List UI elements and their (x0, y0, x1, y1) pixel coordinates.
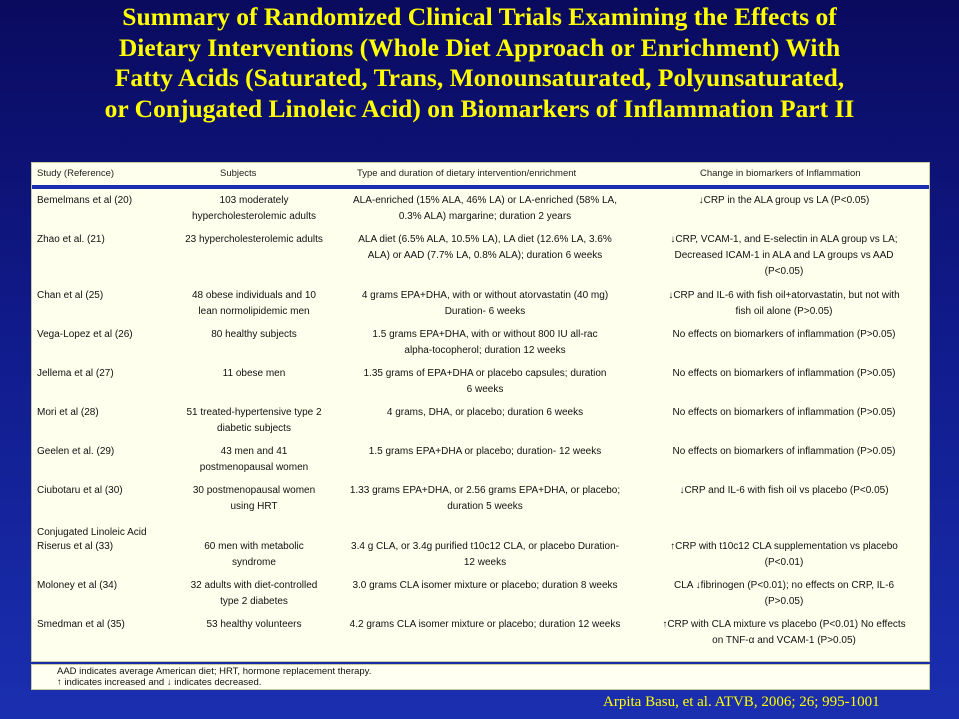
cell-subjects (169, 232, 339, 248)
cell-change (644, 617, 924, 649)
cell-line: Bemelmans et al (20) (37, 195, 133, 206)
header-study: Study (Reference) (37, 168, 115, 179)
cell-line: CLA ↓fibrinogen (P<0.01); no effects on CRP, IL-6 (673, 580, 895, 591)
cell-line: diabetic subjects (217, 423, 291, 434)
cell-line: 11 obese men (222, 368, 286, 379)
header-subjects: Subjects (220, 168, 257, 179)
cell-line: using HRT (230, 501, 278, 512)
cell-line: (P>0.05) (764, 596, 804, 607)
cell-line: 4.2 grams CLA isomer mixture or placebo; duration 12 weeks (349, 619, 621, 630)
cell-line: Decreased ICAM-1 in ALA and LA groups vs AAD (674, 250, 894, 261)
footnote-line: AAD indicates average American diet; HRT, hormone replacement therapy. (57, 666, 372, 677)
cell-line: No effects on biomarkers of inflammation (P>0.05) (672, 446, 896, 457)
cell-line: type 2 diabetes (220, 596, 288, 607)
cell-line: 30 postmenopausal women (192, 485, 316, 496)
cell-line: Riserus et al (33) (37, 541, 114, 552)
cell-line: Geelen et al. (29) (37, 446, 115, 457)
cell-study (37, 483, 167, 499)
cell-line: ↑CRP with CLA mixture vs placebo (P<0.01) No effects (662, 619, 906, 630)
cell-line: 43 men and 41 (220, 446, 288, 457)
cell-change (644, 483, 924, 499)
cell-subjects (169, 617, 339, 633)
citation: Arpita Basu, et al. ATVB, 2006; 26; 995-1001 (603, 694, 880, 710)
cell-subjects (169, 444, 339, 476)
cell-line: ↑CRP with t10c12 CLA supplementation vs placebo (670, 541, 898, 552)
cell-intervention (330, 539, 640, 571)
cell-line: ALA diet (6.5% ALA, 10.5% LA), LA diet (12.6% LA, 3.6% (358, 234, 612, 245)
cell-line: Chan et al (25) (37, 290, 104, 301)
cell-line: syndrome (232, 557, 276, 568)
cell-subjects (169, 366, 339, 382)
cell-intervention (330, 405, 640, 421)
cell-line: (P<0.05) (764, 266, 804, 277)
cell-line: No effects on biomarkers of inflammation (P>0.05) (672, 329, 896, 340)
header-change: Change in biomarkers of Inflammation (700, 168, 861, 179)
cell-intervention (330, 617, 640, 633)
cell-study (37, 232, 167, 248)
cell-intervention (330, 193, 640, 225)
cell-change (644, 366, 924, 382)
cell-line: 0.3% ALA) margarine; duration 2 years (398, 211, 572, 222)
cell-study (37, 193, 167, 209)
cell-line: ↓CRP, VCAM-1, and E-selectin in ALA group vs LA; (670, 234, 898, 245)
cell-line: 23 hypercholesterolemic adults (185, 234, 323, 245)
slide-title (0, 2, 959, 124)
cell-line: 1.33 grams EPA+DHA, or 2.56 grams EPA+DHA, or placebo; (349, 485, 621, 496)
cell-line: 12 weeks (463, 557, 507, 568)
footnote-line: ↑ indicates increased and ↓ indicates decreased. (57, 677, 262, 688)
cell-line: 4 grams EPA+DHA, with or without atorvastatin (40 mg) (361, 290, 609, 301)
cell-line: 3.0 grams CLA isomer mixture or placebo; duration 8 weeks (352, 580, 618, 591)
cell-line: Ciubotaru et al (30) (37, 485, 123, 496)
cell-line: 6 weeks (466, 384, 504, 395)
cell-study (37, 617, 167, 633)
cell-line: 51 treated-hypertensive type 2 (186, 407, 322, 418)
cell-change (644, 193, 924, 209)
cell-subjects (169, 327, 339, 343)
title-line: Dietary Interventions (Whole Diet Approach or Enrichment) With (118, 32, 841, 62)
cell-line: ↓CRP in the ALA group vs LA (P<0.05) (698, 195, 870, 206)
table-body (32, 189, 929, 661)
cell-study (37, 578, 167, 594)
cell-line: 32 adults with diet-controlled (190, 580, 318, 591)
cell-line: No effects on biomarkers of inflammation (P>0.05) (672, 368, 896, 379)
cell-study (37, 366, 167, 382)
cell-line: on TNF-α and VCAM-1 (P>0.05) (712, 635, 856, 646)
cell-line: 53 healthy volunteers (206, 619, 302, 630)
cell-change (644, 539, 924, 571)
cell-line: Duration- 6 weeks (444, 306, 526, 317)
title-line: Fatty Acids (Saturated, Trans, Monounsaturated, Polyunsaturated, (114, 63, 845, 92)
cell-line: ALA-enriched (15% ALA, 46% LA) or LA-enriched (58% LA, (352, 195, 618, 206)
title-line: or Conjugated Linoleic Acid) on Biomarkers of Inflammation Part II (104, 93, 855, 123)
title-line: Summary of Randomized Clinical Trials Examining the Effects of (122, 2, 837, 31)
cell-line: Mori et al (28) (37, 407, 99, 418)
cell-line: Jellema et al (27) (37, 368, 114, 379)
cell-line: 80 healthy subjects (211, 329, 297, 340)
cell-study (37, 444, 167, 460)
cell-line: alpha-tocopherol; duration 12 weeks (404, 345, 566, 356)
cell-subjects (169, 288, 339, 320)
cell-line: hypercholesterolemic adults (192, 211, 316, 222)
cell-study (37, 327, 167, 343)
cell-intervention (330, 483, 640, 515)
cell-subjects (169, 193, 339, 225)
cell-line: lean normolipidemic men (198, 306, 310, 317)
cell-line: (P<0.01) (764, 557, 804, 568)
cell-intervention (330, 288, 640, 320)
trials-table (31, 162, 930, 662)
cell-line: ALA) or AAD (7.7% LA, 0.8% ALA); duration 6 weeks (367, 250, 603, 261)
cell-subjects (169, 483, 339, 515)
cell-change (644, 327, 924, 343)
cell-change (644, 405, 924, 421)
cell-intervention (330, 444, 640, 460)
cell-line: 3.4 g CLA, or 3.4g purified t10c12 CLA, or placebo Duration- (351, 541, 619, 552)
cell-line: postmenopausal women (199, 462, 309, 473)
cell-change (644, 288, 924, 320)
header-intervention: Type and duration of dietary intervention/enrichment (357, 168, 577, 179)
cell-line: 60 men with metabolic (204, 541, 304, 552)
cell-change (644, 578, 924, 610)
cell-line: 4 grams, DHA, or placebo; duration 6 weeks (386, 407, 584, 418)
cell-line: Moloney et al (34) (37, 580, 118, 591)
cell-line: fish oil alone (P>0.05) (735, 306, 833, 317)
cell-subjects (169, 539, 339, 571)
cell-intervention (330, 232, 640, 264)
cell-line: 1.5 grams EPA+DHA or placebo; duration- 12 weeks (368, 446, 602, 457)
cell-line: Zhao et al. (21) (37, 234, 105, 245)
cell-subjects (169, 405, 339, 437)
cell-study (37, 405, 167, 421)
cell-intervention (330, 366, 640, 398)
cell-line: No effects on biomarkers of inflammation (P>0.05) (672, 407, 896, 418)
cell-line: 1.35 grams of EPA+DHA or placebo capsules; duration (363, 368, 607, 379)
table-header (32, 163, 929, 189)
cell-study (37, 539, 167, 555)
cell-intervention (330, 327, 640, 359)
section-label: Conjugated Linoleic Acid (37, 527, 147, 538)
cell-line: Smedman et al (35) (37, 619, 125, 630)
cell-study (37, 288, 167, 304)
cell-line: 103 moderately (219, 195, 289, 206)
cell-change (644, 444, 924, 460)
table-footnotes (31, 664, 930, 690)
cell-change (644, 232, 924, 280)
cell-line: 1.5 grams EPA+DHA, with or without 800 IU all-rac (372, 329, 598, 340)
cell-line: ↓CRP and IL-6 with fish oil vs placebo (P<0.05) (679, 485, 889, 496)
cell-line: 48 obese individuals and 10 (192, 290, 316, 301)
cell-line: duration 5 weeks (447, 501, 523, 512)
cell-line: ↓CRP and IL-6 with fish oil+atorvastatin, but not with (668, 290, 900, 301)
cell-line: Vega-Lopez et al (26) (37, 329, 133, 340)
cell-subjects (169, 578, 339, 610)
cell-intervention (330, 578, 640, 594)
